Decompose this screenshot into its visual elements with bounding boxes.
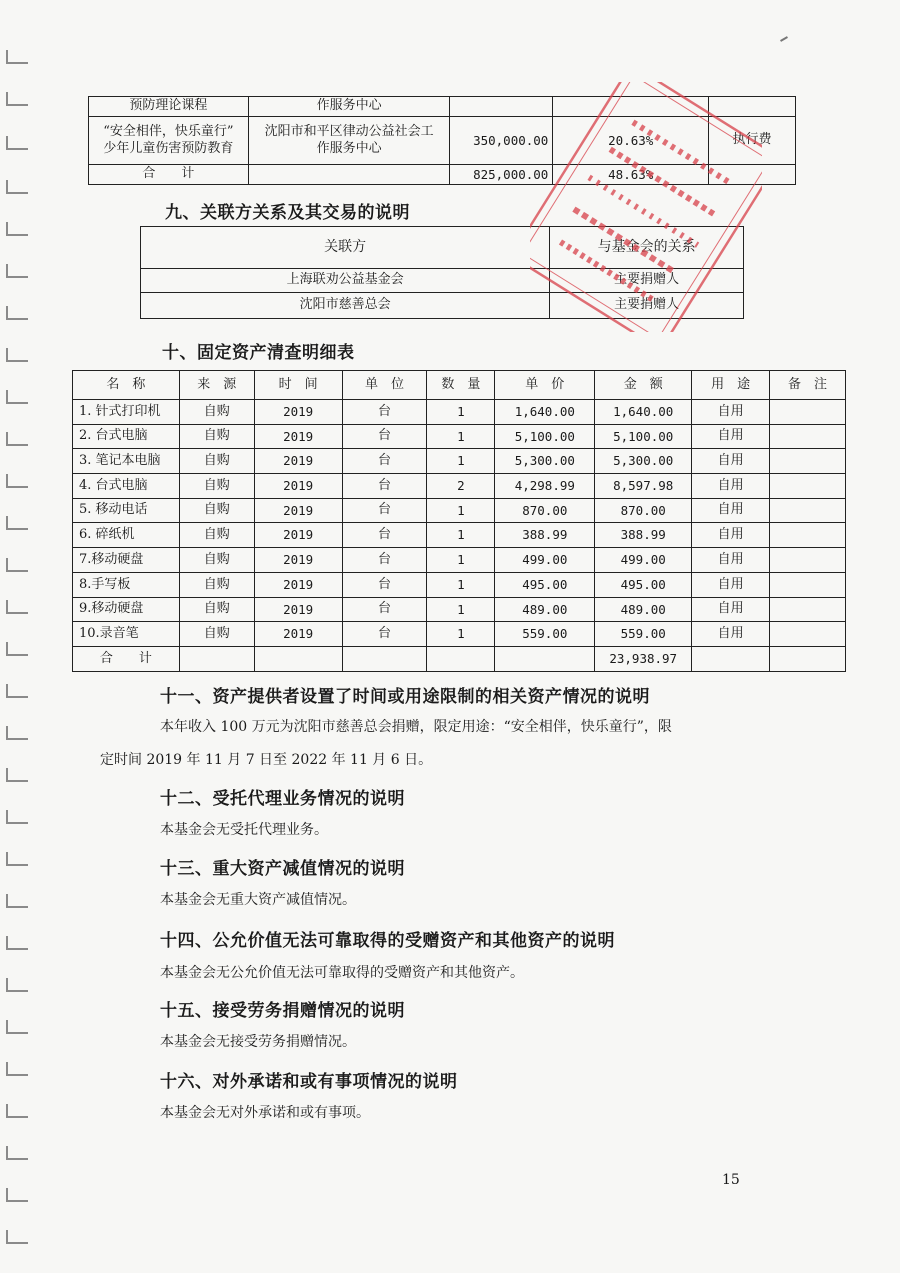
org-line: 作服务中心	[316, 140, 382, 156]
org-cell	[248, 117, 450, 165]
amount-cell	[450, 97, 553, 117]
ratio-cell	[553, 97, 709, 117]
asset-name-cell: 10.录音笔	[73, 622, 180, 647]
header-cell: 时 间	[254, 371, 342, 400]
unit-cell: 台	[342, 498, 427, 523]
qty-cell: 1	[427, 523, 495, 548]
remark-cell	[770, 449, 846, 474]
usage-cell: 自用	[692, 548, 770, 573]
asset-name-cell: 8.手写板	[73, 572, 180, 597]
source-cell: 自购	[179, 523, 254, 548]
ratio-cell: 20.63%	[553, 117, 709, 165]
unit-price-cell: 4,298.99	[495, 474, 595, 499]
table-row	[73, 449, 846, 474]
party-cell: 沈阳市慈善总会	[141, 293, 550, 319]
table-row	[73, 474, 846, 499]
source-cell: 自购	[179, 572, 254, 597]
header-cell: 来 源	[179, 371, 254, 400]
qty-cell: 1	[427, 449, 495, 474]
section-15-body: 本基金会无接受劳务捐赠情况。	[160, 1034, 356, 1050]
qty-cell: 1	[427, 548, 495, 573]
amount-cell: 8,597.98	[595, 474, 692, 499]
note-cell	[709, 97, 796, 117]
qty-cell: 1	[427, 424, 495, 449]
unit-cell: 台	[342, 523, 427, 548]
empty-cell	[770, 646, 846, 671]
amount-cell: 825,000.00	[450, 165, 553, 185]
amount-cell: 1,640.00	[595, 400, 692, 425]
empty-cell	[179, 646, 254, 671]
table-row	[73, 622, 846, 647]
section-12-body: 本基金会无受托代理业务。	[160, 822, 328, 838]
usage-cell: 自用	[692, 498, 770, 523]
remark-cell	[770, 548, 846, 573]
unit-cell: 台	[342, 474, 427, 499]
source-cell: 自购	[179, 424, 254, 449]
header-cell: 用 途	[692, 371, 770, 400]
unit-cell: 台	[342, 424, 427, 449]
source-cell: 自购	[179, 474, 254, 499]
scan-mark	[780, 36, 788, 42]
unit-cell: 台	[342, 400, 427, 425]
usage-cell: 自用	[692, 424, 770, 449]
section-13-title: 十三、重大资产减值情况的说明	[160, 859, 405, 879]
header-cell: 金 额	[595, 371, 692, 400]
year-cell: 2019	[254, 498, 342, 523]
asset-name-cell: 1. 针式打印机	[73, 400, 180, 425]
unit-cell: 台	[342, 622, 427, 647]
asset-name-cell: 5. 移动电话	[73, 498, 180, 523]
empty-cell	[342, 646, 427, 671]
unit-price-cell: 499.00	[495, 548, 595, 573]
table-row	[73, 523, 846, 548]
amount-cell: 559.00	[595, 622, 692, 647]
year-cell: 2019	[254, 622, 342, 647]
qty-cell: 2	[427, 474, 495, 499]
year-cell: 2019	[254, 424, 342, 449]
table-row	[89, 165, 796, 185]
usage-cell: 自用	[692, 597, 770, 622]
unit-price-cell: 388.99	[495, 523, 595, 548]
asset-name-cell: 4. 台式电脑	[73, 474, 180, 499]
source-cell: 自购	[179, 548, 254, 573]
total-label-cell: 合 计	[89, 165, 249, 185]
relation-cell: 主要捐赠人	[550, 269, 744, 293]
section-16-title: 十六、对外承诺和或有事项情况的说明	[160, 1072, 458, 1092]
total-label-cell: 合 计	[73, 646, 180, 671]
amount-cell: 350,000.00	[450, 117, 553, 165]
usage-cell: 自用	[692, 572, 770, 597]
empty-cell	[254, 646, 342, 671]
table-header-row	[141, 227, 744, 269]
source-cell: 自购	[179, 498, 254, 523]
table-row	[141, 293, 744, 319]
section-14-body: 本基金会无公允价值无法可靠取得的受赠资产和其他资产。	[160, 965, 524, 981]
total-amount-cell: 23,938.97	[595, 646, 692, 671]
section-14-title: 十四、公允价值无法可靠取得的受赠资产和其他资产的说明	[160, 931, 615, 951]
project-cell	[89, 117, 249, 165]
remark-cell	[770, 622, 846, 647]
remark-cell	[770, 424, 846, 449]
org-line: 沈阳市和平区律动公益社会工	[264, 124, 434, 140]
usage-cell: 自用	[692, 622, 770, 647]
usage-cell: 自用	[692, 474, 770, 499]
source-cell: 自购	[179, 597, 254, 622]
table-row	[73, 572, 846, 597]
table-row	[73, 400, 846, 425]
unit-price-cell: 489.00	[495, 597, 595, 622]
header-cell: 关联方	[141, 227, 550, 269]
project-line: “安全相伴，快乐童行”	[103, 124, 234, 140]
source-cell: 自购	[179, 449, 254, 474]
section-11-line-1: 本年收入 100 万元为沈阳市慈善总会捐赠，限定用途：“安全相伴，快乐童行”，限	[160, 719, 672, 735]
remark-cell	[770, 400, 846, 425]
amount-cell: 489.00	[595, 597, 692, 622]
usage-cell: 自用	[692, 400, 770, 425]
section-10-title: 十、固定资产清查明细表	[162, 343, 355, 363]
year-cell: 2019	[254, 474, 342, 499]
year-cell: 2019	[254, 400, 342, 425]
empty-cell	[495, 646, 595, 671]
org-cell	[248, 165, 450, 185]
unit-cell: 台	[342, 449, 427, 474]
year-cell: 2019	[254, 523, 342, 548]
project-cell: 预防理论课程	[89, 97, 249, 117]
section-12-title: 十二、受托代理业务情况的说明	[160, 789, 405, 809]
table-row	[73, 548, 846, 573]
unit-price-cell: 495.00	[495, 572, 595, 597]
year-cell: 2019	[254, 572, 342, 597]
ratio-cell: 48.63%	[553, 165, 709, 185]
project-line: 少年儿童伤害预防教育	[103, 140, 234, 156]
project-table	[88, 96, 796, 185]
unit-price-cell: 870.00	[495, 498, 595, 523]
source-cell: 自购	[179, 622, 254, 647]
section-15-title: 十五、接受劳务捐赠情况的说明	[160, 1001, 405, 1021]
related-party-table	[140, 226, 744, 319]
unit-cell: 台	[342, 572, 427, 597]
remark-cell	[770, 498, 846, 523]
table-header-row	[73, 371, 846, 400]
table-row	[73, 498, 846, 523]
page-number: 15	[722, 1172, 740, 1188]
qty-cell: 1	[427, 597, 495, 622]
header-cell: 备 注	[770, 371, 846, 400]
table-row	[141, 269, 744, 293]
relation-cell: 主要捐赠人	[550, 293, 744, 319]
usage-cell: 自用	[692, 449, 770, 474]
empty-cell	[692, 646, 770, 671]
table-row	[89, 97, 796, 117]
section-13-body: 本基金会无重大资产减值情况。	[160, 892, 356, 908]
year-cell: 2019	[254, 548, 342, 573]
remark-cell	[770, 523, 846, 548]
unit-cell: 台	[342, 548, 427, 573]
amount-cell: 5,100.00	[595, 424, 692, 449]
amount-cell: 388.99	[595, 523, 692, 548]
unit-price-cell: 5,300.00	[495, 449, 595, 474]
asset-name-cell: 9.移动硬盘	[73, 597, 180, 622]
table-row	[89, 117, 796, 165]
note-cell: 执行费	[709, 117, 796, 165]
section-16-body: 本基金会无对外承诺和或有事项。	[160, 1105, 370, 1121]
empty-cell	[427, 646, 495, 671]
table-row	[73, 597, 846, 622]
header-cell: 与基金会的关系	[550, 227, 744, 269]
asset-name-cell: 2. 台式电脑	[73, 424, 180, 449]
remark-cell	[770, 572, 846, 597]
header-cell: 单 价	[495, 371, 595, 400]
asset-name-cell: 7.移动硬盘	[73, 548, 180, 573]
qty-cell: 1	[427, 572, 495, 597]
year-cell: 2019	[254, 449, 342, 474]
header-cell: 单 位	[342, 371, 427, 400]
qty-cell: 1	[427, 400, 495, 425]
org-cell: 作服务中心	[248, 97, 450, 117]
source-cell: 自购	[179, 400, 254, 425]
header-cell: 数 量	[427, 371, 495, 400]
section-9-title: 九、关联方关系及其交易的说明	[165, 203, 410, 223]
header-cell: 名 称	[73, 371, 180, 400]
year-cell: 2019	[254, 597, 342, 622]
unit-price-cell: 1,640.00	[495, 400, 595, 425]
asset-name-cell: 3. 笔记本电脑	[73, 449, 180, 474]
section-11-line-2: 定时间 2019 年 11 月 7 日至 2022 年 11 月 6 日。	[100, 752, 433, 768]
amount-cell: 5,300.00	[595, 449, 692, 474]
unit-price-cell: 559.00	[495, 622, 595, 647]
amount-cell: 870.00	[595, 498, 692, 523]
section-11-title: 十一、资产提供者设置了时间或用途限制的相关资产情况的说明	[160, 687, 650, 707]
asset-name-cell: 6. 碎纸机	[73, 523, 180, 548]
note-cell	[709, 165, 796, 185]
total-row	[73, 646, 846, 671]
qty-cell: 1	[427, 498, 495, 523]
remark-cell	[770, 474, 846, 499]
amount-cell: 495.00	[595, 572, 692, 597]
qty-cell: 1	[427, 622, 495, 647]
fixed-asset-table	[72, 370, 846, 672]
table-row	[73, 424, 846, 449]
remark-cell	[770, 597, 846, 622]
party-cell: 上海联劝公益基金会	[141, 269, 550, 293]
usage-cell: 自用	[692, 523, 770, 548]
unit-price-cell: 5,100.00	[495, 424, 595, 449]
unit-cell: 台	[342, 597, 427, 622]
amount-cell: 499.00	[595, 548, 692, 573]
